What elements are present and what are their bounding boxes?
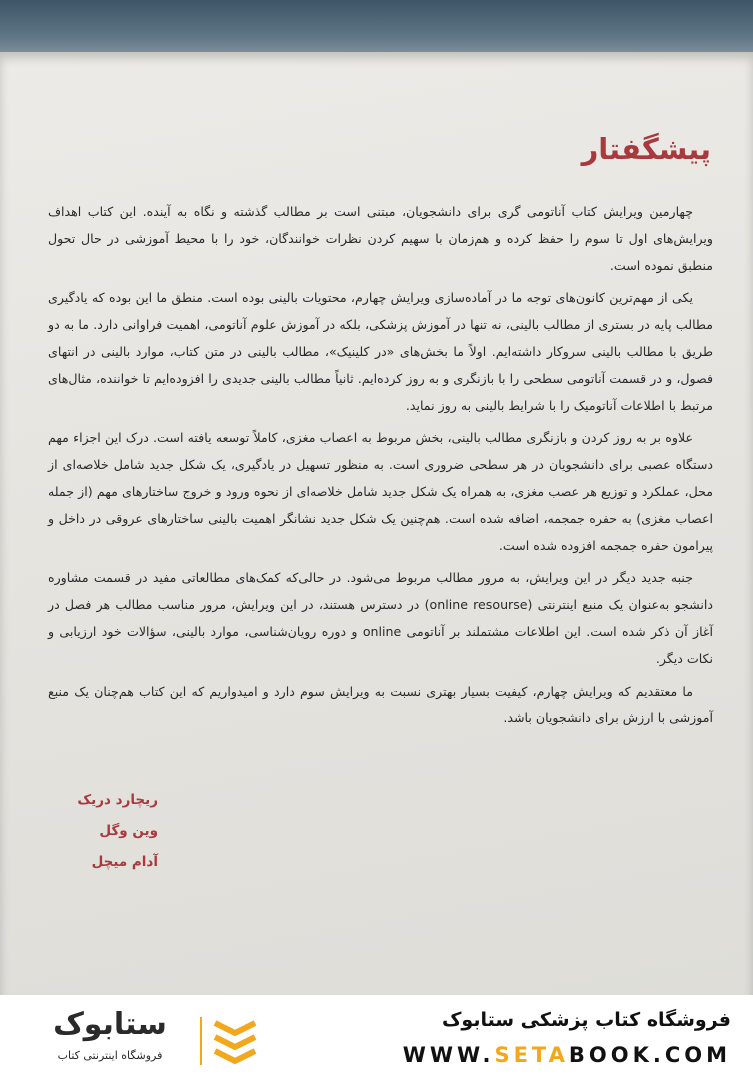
paragraph-1: چهارمین ویرایش کتاب آناتومی گری برای دانشجویان، مبتنی است بر مطالب گذشته و نگاه به آینده. این کتاب اهداف ویرایش‌های اول تا سوم را حفظ کرده و هم‌زمان با سهیم کردن نظرات خوانندگان، خود را با محیط آموزشی در حال تحول منطبق نموده است. [48, 204, 713, 273]
brand-logo-text: ستابوک [53, 1007, 167, 1042]
url-prefix: WWW. [402, 1043, 495, 1067]
store-title: فروشگاه کتاب پزشکی ستابوک [441, 1009, 731, 1031]
preface-body [48, 199, 713, 738]
url-highlight: SETA [494, 1043, 569, 1067]
author-name: وین وگل [99, 823, 158, 839]
author-name: آدام میچل [91, 854, 158, 870]
brand-tagline: فروشگاه اینترنتی کتاب [57, 1049, 163, 1062]
author-name: ریچارد دریک [77, 792, 158, 808]
paragraph-5: ما معتقدیم که ویرایش چهارم، کیفیت بسیار بهتری نسبت به ویرایش سوم دارد و امیدواریم که این کتاب هم‌چنان یک منبع آموزشی با ارزش برای دانشجویان باشد. [48, 683, 713, 726]
logo-divider [200, 1017, 202, 1065]
author-signatures [62, 785, 158, 878]
book-stack-icon [212, 1015, 258, 1067]
store-footer [0, 995, 753, 1079]
page-title: پیشگفتار [581, 132, 711, 166]
background-top-strip [0, 0, 753, 60]
paragraph-2: یکی از مهم‌ترین کانون‌های توجه ما در آماده‌سازی ویرایش چهارم، محتویات بالینی بوده است. منطق ما این بوده که یادگیری مطالب پایه در بستری از مطالب بالینی، نه تنها در آموزش پزشکی، بلکه در آموزش علوم آناتومی، اهمیت فراوانی دارد. ما به دو طریق با مطالب بالینی سروکار داشته‌ایم. اولاً ما بخش‌های «در کلینیک»، مطالب بالینی در متن کتاب، موارد بالینی در انتهای فصول، و در قسمت آناتومی سطحی را با بازنگری و به روز کرده‌ایم. ثانیاً مطالب بالینی جدیدی را افزوده‌ایم تا خواننده، مثال‌های مرتبط با اطلاعات آناتومیک را با شرایط بالینی به روز نماید. [48, 290, 713, 413]
url-suffix: BOOK.COM [568, 1043, 731, 1067]
book-page [0, 52, 753, 997]
store-url-link[interactable] [403, 1043, 731, 1067]
paragraph-3: علاوه بر به روز کردن و بازنگری مطالب بالینی، بخش مربوط به اعصاب مغزی، کاملاً توسعه یافته است. درک این اجزاء مهم دستگاه عصبی برای دانشجویان در هر سطحی ضروری است. به منظور تسهیل در یادگیری، یک شکل جدید شامل خلاصه‌ای از محل، عملکرد و توزیع هر عصب مغزی، به همراه یک شکل جدید شامل خلاصه‌ای از نحوه ورود و خروج ساختارهای مهم (از جمله اعصاب مغزی) به حفره جمجمه، اضافه شده است. هم‌چنین یک شکل جدید نشانگر اهمیت بالینی ساختارهای عروقی در داخل و پیرامون حفره جمجمه افزوده شده است. [48, 430, 713, 553]
paragraph-4: جنبه جدید دیگر در این ویرایش، به مرور مطالب مربوط می‌شود. در حالی‌که کمک‌های مطالعاتی مفید در قسمت مشاوره دانشجو به‌عنوان یک منبع اینترنتی (online resourse) در دسترس هستند، در این ویرایش، مرور مناسب مطالب هر فصل در آغاز آن ذکر شده است. این اطلاعات مشتملند بر آناتومی online و دوره رویان‌شناسی، موارد بالینی، سؤالات خود ارزیابی و نکات دیگر. [48, 570, 713, 666]
